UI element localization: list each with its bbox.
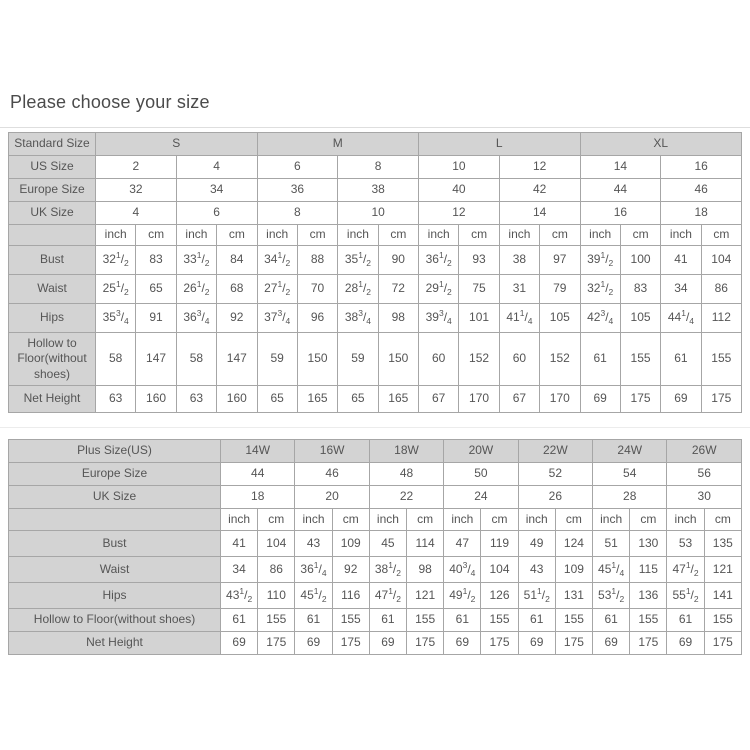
measure-cell: 65 [257,386,297,413]
unit-cell: cm [701,225,741,246]
size-cell: 18W [369,440,443,463]
measure-cell: 38 [499,246,539,275]
measure-cell: 69 [518,632,555,655]
unit-cell: inch [419,225,459,246]
row-label: Hollow to Floor(without shoes) [9,609,221,632]
size-cell: M [257,133,419,156]
measure-cell: 105 [620,304,660,333]
measure-cell: 65 [338,386,378,413]
size-cell: 44 [580,179,661,202]
unit-cell: inch [338,225,378,246]
measure-cell: 175 [704,632,741,655]
row-label: Europe Size [9,463,221,486]
measure-cell: $36^1/_4$ [295,557,332,583]
measure-cell: $25^1/_2$ [96,275,136,304]
measure-cell: 170 [459,386,499,413]
measure-cell: 59 [257,333,297,386]
measure-cell: 84 [217,246,257,275]
measure-cell: 121 [407,583,444,609]
size-cell: 20 [295,486,369,509]
measure-cell: $47^1/_2$ [667,557,704,583]
measure-cell: 110 [258,583,295,609]
size-cell: 50 [444,463,518,486]
size-cell: 14 [499,202,580,225]
size-row [9,463,742,486]
measure-cell: $35^1/_2$ [338,246,378,275]
size-cell: 46 [295,463,369,486]
size-cell: 48 [369,463,443,486]
measure-cell: 75 [459,275,499,304]
row-label: Bust [9,531,221,557]
measure-cell: 155 [555,609,592,632]
unit-cell: inch [580,225,620,246]
size-cell: 44 [221,463,295,486]
size-cell: 28 [593,486,667,509]
measure-cell: $26^1/_2$ [176,275,216,304]
row-label: Bust [9,246,96,275]
measure-cell: 160 [136,386,176,413]
measurement-row [9,609,742,632]
measure-cell: 112 [701,304,741,333]
measure-cell: 115 [630,557,667,583]
unit-row [9,509,742,531]
measure-cell: 61 [444,609,481,632]
measure-cell: 147 [136,333,176,386]
measure-cell: 58 [176,333,216,386]
unit-cell: cm [459,225,499,246]
measure-cell: 93 [459,246,499,275]
size-cell: 24 [444,486,518,509]
size-cell: 26W [667,440,742,463]
size-cell: 30 [667,486,742,509]
measure-cell: 83 [620,275,660,304]
measure-cell: 155 [701,333,741,386]
measure-cell: 126 [481,583,518,609]
measure-cell: $45^1/_4$ [593,557,630,583]
unit-cell: inch [257,225,297,246]
unit-cell: cm [481,509,518,531]
measure-cell: $35^3/_4$ [96,304,136,333]
size-row [9,179,742,202]
measure-cell: 175 [555,632,592,655]
unit-cell: cm [258,509,295,531]
measure-cell: $38^3/_4$ [338,304,378,333]
unit-cell: inch [369,509,406,531]
unit-row [9,225,742,246]
size-cell: 20W [444,440,518,463]
row-label: Waist [9,557,221,583]
measure-cell: 98 [407,557,444,583]
measure-cell: 121 [704,557,741,583]
measure-cell: 69 [593,632,630,655]
measure-cell: 160 [217,386,257,413]
page-title: Please choose your size [10,92,210,112]
measure-cell: 65 [136,275,176,304]
size-cell: 4 [176,156,257,179]
measurement-row [9,583,742,609]
row-label [9,225,96,246]
measure-cell: 175 [620,386,660,413]
measure-cell: 51 [593,531,630,557]
measure-cell: $39^1/_2$ [580,246,620,275]
measure-cell: 61 [518,609,555,632]
measure-cell: $39^3/_4$ [419,304,459,333]
unit-cell: cm [136,225,176,246]
unit-cell: cm [555,509,592,531]
row-label: Standard Size [9,133,96,156]
row-label: Europe Size [9,179,96,202]
size-cell: 22W [518,440,592,463]
size-cell: 26 [518,486,592,509]
unit-cell: cm [297,225,337,246]
measure-cell: 170 [540,386,580,413]
measure-cell: 83 [136,246,176,275]
plus-size-table [8,439,742,655]
row-label: Hips [9,583,221,609]
measure-cell: $37^3/_4$ [257,304,297,333]
size-cell: 38 [338,179,419,202]
measure-cell: 60 [419,333,459,386]
measurement-row [9,531,742,557]
measure-cell: 72 [378,275,418,304]
size-cell: 40 [419,179,500,202]
size-cell: 16W [295,440,369,463]
measure-cell: 104 [258,531,295,557]
size-cell: 36 [257,179,338,202]
size-cell: 56 [667,463,742,486]
size-cell: 12 [419,202,500,225]
unit-cell: inch [518,509,555,531]
size-cell: 10 [338,202,419,225]
size-cell: 52 [518,463,592,486]
measure-cell: 109 [332,531,369,557]
size-cell: 18 [661,202,742,225]
measure-cell: 86 [701,275,741,304]
measure-cell: 58 [96,333,136,386]
measure-cell: 155 [407,609,444,632]
size-row [9,156,742,179]
measure-cell: 175 [407,632,444,655]
unit-cell: cm [540,225,580,246]
measure-cell: 88 [297,246,337,275]
measure-cell: 31 [499,275,539,304]
measure-cell: 86 [258,557,295,583]
measure-cell: 96 [297,304,337,333]
measure-cell: 61 [221,609,258,632]
unit-cell: inch [661,225,701,246]
unit-cell: cm [620,225,660,246]
unit-cell: cm [407,509,444,531]
measure-cell: 101 [459,304,499,333]
size-cell: 6 [257,156,338,179]
measure-cell: 92 [332,557,369,583]
size-cell: 22 [369,486,443,509]
measure-cell: $41^1/_4$ [499,304,539,333]
size-cell: 32 [96,179,177,202]
measure-cell: 152 [459,333,499,386]
measure-cell: 155 [704,609,741,632]
size-cell: 24W [593,440,667,463]
measure-cell: 150 [378,333,418,386]
unit-cell: inch [221,509,258,531]
measure-cell: 79 [540,275,580,304]
measure-cell: 175 [332,632,369,655]
unit-cell: cm [332,509,369,531]
size-cell: 12 [499,156,580,179]
row-label [9,509,221,531]
measure-cell: 69 [661,386,701,413]
measure-cell: 131 [555,583,592,609]
measure-cell: $42^3/_4$ [580,304,620,333]
measure-cell: $47^1/_2$ [369,583,406,609]
measure-cell: 41 [661,246,701,275]
size-cell: 8 [338,156,419,179]
measure-cell: 63 [176,386,216,413]
measurement-row [9,333,742,386]
measure-cell: 68 [217,275,257,304]
measure-cell: 92 [217,304,257,333]
measure-cell: $45^1/_2$ [295,583,332,609]
table-divider [0,427,750,428]
measure-cell: 70 [297,275,337,304]
measure-cell: 60 [499,333,539,386]
measure-cell: 91 [136,304,176,333]
measure-cell: $40^3/_4$ [444,557,481,583]
measure-cell: $33^1/_2$ [176,246,216,275]
measure-cell: 100 [620,246,660,275]
row-label: Net Height [9,386,96,413]
measure-cell: $36^3/_4$ [176,304,216,333]
size-cell: L [419,133,581,156]
size-cell: 6 [176,202,257,225]
measure-cell: 175 [630,632,667,655]
measure-cell: 53 [667,531,704,557]
unit-cell: cm [704,509,741,531]
measure-cell: 61 [667,609,704,632]
measure-cell: 155 [620,333,660,386]
measure-cell: $28^1/_2$ [338,275,378,304]
measure-cell: 175 [258,632,295,655]
measure-cell: $38^1/_2$ [369,557,406,583]
measure-cell: 69 [580,386,620,413]
size-cell: 16 [661,156,742,179]
measure-cell: 152 [540,333,580,386]
measure-cell: $32^1/_2$ [96,246,136,275]
measure-cell: 69 [369,632,406,655]
unit-cell: cm [217,225,257,246]
measure-cell: $51^1/_2$ [518,583,555,609]
measure-cell: 34 [661,275,701,304]
unit-cell: cm [630,509,667,531]
measure-cell: 59 [338,333,378,386]
size-cell: 2 [96,156,177,179]
measure-cell: 104 [481,557,518,583]
unit-cell: inch [444,509,481,531]
measure-cell: 175 [481,632,518,655]
measure-cell: 105 [540,304,580,333]
row-label: Plus Size(US) [9,440,221,463]
row-label: Waist [9,275,96,304]
measure-cell: $34^1/_2$ [257,246,297,275]
size-cell: 14W [221,440,295,463]
row-label: Hips [9,304,96,333]
measure-cell: 109 [555,557,592,583]
unit-cell: inch [96,225,136,246]
size-cell: 16 [580,202,661,225]
size-row [9,133,742,156]
measure-cell: 114 [407,531,444,557]
measure-cell: 67 [499,386,539,413]
measure-cell: 43 [518,557,555,583]
measure-cell: 155 [332,609,369,632]
measure-cell: 119 [481,531,518,557]
measure-cell: $44^1/_4$ [661,304,701,333]
row-label: US Size [9,156,96,179]
measure-cell: $29^1/_2$ [419,275,459,304]
measure-cell: 90 [378,246,418,275]
size-cell: 34 [176,179,257,202]
measure-cell: $55^1/_2$ [667,583,704,609]
measure-cell: $36^1/_2$ [419,246,459,275]
unit-cell: inch [295,509,332,531]
size-cell: 4 [96,202,177,225]
measure-cell: 150 [297,333,337,386]
measure-cell: 104 [701,246,741,275]
unit-cell: inch [176,225,216,246]
measure-cell: 41 [221,531,258,557]
measure-cell: 61 [580,333,620,386]
measure-cell: 165 [297,386,337,413]
measure-cell: 61 [593,609,630,632]
measure-cell: 63 [96,386,136,413]
measure-cell: 130 [630,531,667,557]
measure-cell: 69 [221,632,258,655]
size-cell: 18 [221,486,295,509]
measure-cell: 136 [630,583,667,609]
row-label: UK Size [9,202,96,225]
row-label: Hollow to Floor(without shoes) [9,333,96,386]
measurement-row [9,632,742,655]
measure-cell: $32^1/_2$ [580,275,620,304]
size-row [9,440,742,463]
unit-cell: inch [593,509,630,531]
measure-cell: 45 [369,531,406,557]
measure-cell: 34 [221,557,258,583]
size-cell: 42 [499,179,580,202]
measure-cell: 98 [378,304,418,333]
size-cell: 54 [593,463,667,486]
size-cell: S [96,133,258,156]
measure-cell: 155 [258,609,295,632]
measure-cell: 141 [704,583,741,609]
size-cell: 10 [419,156,500,179]
measure-cell: 69 [444,632,481,655]
measure-cell: 69 [295,632,332,655]
measurement-row [9,275,742,304]
measure-cell: $27^1/_2$ [257,275,297,304]
unit-cell: inch [667,509,704,531]
title-divider [0,127,750,128]
measure-cell: 61 [661,333,701,386]
size-cell: 46 [661,179,742,202]
measure-cell: 147 [217,333,257,386]
measure-cell: 61 [369,609,406,632]
measure-cell: 165 [378,386,418,413]
measure-cell: $49^1/_2$ [444,583,481,609]
size-cell: 8 [257,202,338,225]
row-label: Net Height [9,632,221,655]
size-cell: 14 [580,156,661,179]
size-cell: XL [580,133,742,156]
measure-cell: 61 [295,609,332,632]
measurement-row [9,386,742,413]
size-row [9,202,742,225]
measure-cell: $43^1/_2$ [221,583,258,609]
measure-cell: 43 [295,531,332,557]
measure-cell: 175 [701,386,741,413]
measurement-row [9,557,742,583]
measure-cell: 116 [332,583,369,609]
measure-cell: 69 [667,632,704,655]
measure-cell: 155 [481,609,518,632]
measure-cell: 49 [518,531,555,557]
measure-cell: 135 [704,531,741,557]
measure-cell: 67 [419,386,459,413]
measurement-row [9,304,742,333]
row-label: UK Size [9,486,221,509]
measure-cell: 124 [555,531,592,557]
measurement-row [9,246,742,275]
standard-size-table [8,132,742,413]
size-row [9,486,742,509]
measure-cell: 155 [630,609,667,632]
unit-cell: inch [499,225,539,246]
measure-cell: 97 [540,246,580,275]
measure-cell: $53^1/_2$ [593,583,630,609]
unit-cell: cm [378,225,418,246]
measure-cell: 47 [444,531,481,557]
